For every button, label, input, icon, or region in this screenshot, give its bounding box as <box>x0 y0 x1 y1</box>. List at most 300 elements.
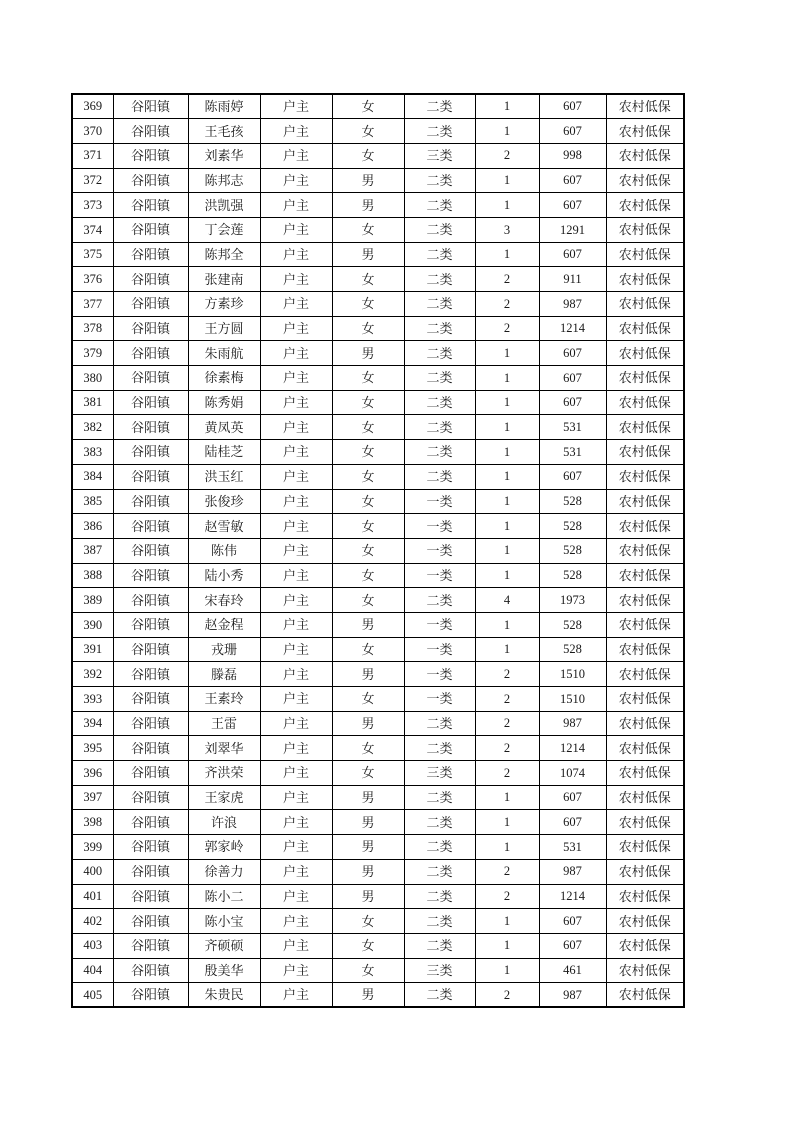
cell-gender: 女 <box>332 217 404 242</box>
cell-gender: 女 <box>332 736 404 761</box>
cell-town: 谷阳镇 <box>113 119 188 144</box>
cell-category: 三类 <box>404 958 475 983</box>
cell-serial: 403 <box>72 933 113 958</box>
cell-benefit_type: 农村低保 <box>606 563 684 588</box>
cell-gender: 女 <box>332 588 404 613</box>
cell-relation: 户主 <box>260 835 332 860</box>
cell-category: 二类 <box>404 711 475 736</box>
cell-name: 丁会莲 <box>188 217 260 242</box>
cell-category: 二类 <box>404 217 475 242</box>
cell-category: 三类 <box>404 761 475 786</box>
cell-persons: 2 <box>475 711 539 736</box>
cell-amount: 1973 <box>539 588 606 613</box>
table-row <box>72 958 684 983</box>
cell-serial: 395 <box>72 736 113 761</box>
cell-amount: 987 <box>539 292 606 317</box>
cell-category: 一类 <box>404 489 475 514</box>
cell-amount: 531 <box>539 440 606 465</box>
table-row <box>72 440 684 465</box>
cell-town: 谷阳镇 <box>113 267 188 292</box>
table-row <box>72 316 684 341</box>
cell-benefit_type: 农村低保 <box>606 415 684 440</box>
cell-relation: 户主 <box>260 143 332 168</box>
cell-town: 谷阳镇 <box>113 785 188 810</box>
table-row <box>72 119 684 144</box>
cell-category: 三类 <box>404 143 475 168</box>
cell-town: 谷阳镇 <box>113 143 188 168</box>
cell-category: 二类 <box>404 341 475 366</box>
cell-name: 洪玉红 <box>188 464 260 489</box>
cell-amount: 607 <box>539 366 606 391</box>
cell-persons: 1 <box>475 366 539 391</box>
cell-town: 谷阳镇 <box>113 464 188 489</box>
cell-persons: 1 <box>475 785 539 810</box>
cell-category: 二类 <box>404 785 475 810</box>
cell-town: 谷阳镇 <box>113 193 188 218</box>
cell-category: 二类 <box>404 390 475 415</box>
cell-relation: 户主 <box>260 884 332 909</box>
cell-persons: 2 <box>475 983 539 1008</box>
cell-relation: 户主 <box>260 538 332 563</box>
table-row <box>72 143 684 168</box>
cell-benefit_type: 农村低保 <box>606 859 684 884</box>
cell-persons: 1 <box>475 810 539 835</box>
cell-category: 一类 <box>404 687 475 712</box>
cell-serial: 384 <box>72 464 113 489</box>
cell-name: 赵雪敏 <box>188 514 260 539</box>
cell-serial: 376 <box>72 267 113 292</box>
cell-category: 二类 <box>404 835 475 860</box>
cell-name: 徐善力 <box>188 859 260 884</box>
cell-serial: 374 <box>72 217 113 242</box>
cell-serial: 378 <box>72 316 113 341</box>
cell-name: 刘素华 <box>188 143 260 168</box>
cell-town: 谷阳镇 <box>113 835 188 860</box>
cell-benefit_type: 农村低保 <box>606 835 684 860</box>
cell-category: 一类 <box>404 612 475 637</box>
table-row <box>72 612 684 637</box>
cell-persons: 1 <box>475 119 539 144</box>
cell-relation: 户主 <box>260 859 332 884</box>
cell-category: 二类 <box>404 242 475 267</box>
cell-category: 二类 <box>404 464 475 489</box>
cell-town: 谷阳镇 <box>113 168 188 193</box>
cell-name: 宋春玲 <box>188 588 260 613</box>
cell-benefit_type: 农村低保 <box>606 242 684 267</box>
cell-gender: 男 <box>332 662 404 687</box>
cell-persons: 1 <box>475 958 539 983</box>
cell-relation: 户主 <box>260 761 332 786</box>
table-row <box>72 390 684 415</box>
cell-name: 刘翠华 <box>188 736 260 761</box>
cell-town: 谷阳镇 <box>113 958 188 983</box>
cell-category: 一类 <box>404 662 475 687</box>
cell-relation: 户主 <box>260 292 332 317</box>
table-row <box>72 662 684 687</box>
cell-amount: 461 <box>539 958 606 983</box>
cell-benefit_type: 农村低保 <box>606 662 684 687</box>
table-row <box>72 292 684 317</box>
cell-amount: 528 <box>539 489 606 514</box>
cell-persons: 4 <box>475 588 539 613</box>
cell-category: 二类 <box>404 983 475 1008</box>
cell-amount: 607 <box>539 909 606 934</box>
cell-benefit_type: 农村低保 <box>606 983 684 1008</box>
cell-town: 谷阳镇 <box>113 736 188 761</box>
cell-name: 齐硕硕 <box>188 933 260 958</box>
cell-serial: 386 <box>72 514 113 539</box>
cell-name: 陈伟 <box>188 538 260 563</box>
cell-town: 谷阳镇 <box>113 761 188 786</box>
table-row <box>72 884 684 909</box>
table-row <box>72 785 684 810</box>
cell-gender: 男 <box>332 835 404 860</box>
cell-gender: 女 <box>332 415 404 440</box>
cell-category: 二类 <box>404 859 475 884</box>
cell-persons: 1 <box>475 193 539 218</box>
table-row <box>72 464 684 489</box>
cell-benefit_type: 农村低保 <box>606 217 684 242</box>
cell-benefit_type: 农村低保 <box>606 687 684 712</box>
cell-town: 谷阳镇 <box>113 859 188 884</box>
cell-relation: 户主 <box>260 341 332 366</box>
cell-town: 谷阳镇 <box>113 415 188 440</box>
table-row <box>72 563 684 588</box>
table-row <box>72 859 684 884</box>
cell-amount: 528 <box>539 612 606 637</box>
cell-town: 谷阳镇 <box>113 242 188 267</box>
cell-persons: 3 <box>475 217 539 242</box>
cell-persons: 1 <box>475 242 539 267</box>
table-sheet <box>71 93 685 1008</box>
cell-amount: 607 <box>539 464 606 489</box>
cell-benefit_type: 农村低保 <box>606 292 684 317</box>
cell-gender: 女 <box>332 909 404 934</box>
cell-relation: 户主 <box>260 217 332 242</box>
cell-amount: 1510 <box>539 687 606 712</box>
cell-town: 谷阳镇 <box>113 711 188 736</box>
table-row <box>72 933 684 958</box>
cell-benefit_type: 农村低保 <box>606 637 684 662</box>
benefits-roster-table <box>71 93 685 1008</box>
cell-amount: 528 <box>539 637 606 662</box>
cell-category: 二类 <box>404 267 475 292</box>
cell-name: 陈秀娟 <box>188 390 260 415</box>
cell-relation: 户主 <box>260 440 332 465</box>
table-row <box>72 983 684 1008</box>
cell-gender: 女 <box>332 489 404 514</box>
cell-category: 二类 <box>404 810 475 835</box>
cell-town: 谷阳镇 <box>113 983 188 1008</box>
cell-relation: 户主 <box>260 785 332 810</box>
cell-persons: 2 <box>475 884 539 909</box>
cell-name: 洪凯强 <box>188 193 260 218</box>
cell-serial: 396 <box>72 761 113 786</box>
cell-amount: 1214 <box>539 736 606 761</box>
cell-name: 方素珍 <box>188 292 260 317</box>
cell-benefit_type: 农村低保 <box>606 143 684 168</box>
cell-persons: 1 <box>475 94 539 119</box>
cell-name: 殷美华 <box>188 958 260 983</box>
cell-town: 谷阳镇 <box>113 538 188 563</box>
cell-relation: 户主 <box>260 662 332 687</box>
cell-gender: 男 <box>332 242 404 267</box>
cell-gender: 男 <box>332 612 404 637</box>
cell-amount: 607 <box>539 119 606 144</box>
cell-persons: 1 <box>475 168 539 193</box>
table-row <box>72 366 684 391</box>
cell-benefit_type: 农村低保 <box>606 909 684 934</box>
cell-serial: 392 <box>72 662 113 687</box>
cell-benefit_type: 农村低保 <box>606 316 684 341</box>
cell-persons: 1 <box>475 464 539 489</box>
cell-name: 郭家岭 <box>188 835 260 860</box>
cell-category: 二类 <box>404 193 475 218</box>
cell-name: 王家虎 <box>188 785 260 810</box>
cell-benefit_type: 农村低保 <box>606 440 684 465</box>
cell-persons: 2 <box>475 736 539 761</box>
cell-persons: 1 <box>475 835 539 860</box>
cell-benefit_type: 农村低保 <box>606 810 684 835</box>
cell-amount: 531 <box>539 835 606 860</box>
cell-name: 陈邦志 <box>188 168 260 193</box>
cell-relation: 户主 <box>260 242 332 267</box>
cell-name: 赵金程 <box>188 612 260 637</box>
table-row <box>72 761 684 786</box>
cell-category: 二类 <box>404 94 475 119</box>
cell-relation: 户主 <box>260 415 332 440</box>
cell-gender: 女 <box>332 143 404 168</box>
cell-serial: 369 <box>72 94 113 119</box>
cell-gender: 男 <box>332 983 404 1008</box>
cell-relation: 户主 <box>260 193 332 218</box>
cell-serial: 404 <box>72 958 113 983</box>
cell-persons: 2 <box>475 292 539 317</box>
cell-amount: 987 <box>539 983 606 1008</box>
cell-relation: 户主 <box>260 366 332 391</box>
cell-category: 二类 <box>404 119 475 144</box>
cell-gender: 女 <box>332 119 404 144</box>
cell-persons: 2 <box>475 761 539 786</box>
cell-relation: 户主 <box>260 687 332 712</box>
cell-name: 张建南 <box>188 267 260 292</box>
cell-gender: 男 <box>332 810 404 835</box>
cell-persons: 1 <box>475 390 539 415</box>
cell-amount: 911 <box>539 267 606 292</box>
cell-name: 戎珊 <box>188 637 260 662</box>
cell-amount: 528 <box>539 538 606 563</box>
cell-gender: 女 <box>332 366 404 391</box>
cell-name: 陆桂芝 <box>188 440 260 465</box>
cell-serial: 394 <box>72 711 113 736</box>
table-row <box>72 909 684 934</box>
cell-serial: 387 <box>72 538 113 563</box>
cell-serial: 401 <box>72 884 113 909</box>
cell-persons: 1 <box>475 563 539 588</box>
cell-serial: 375 <box>72 242 113 267</box>
cell-amount: 531 <box>539 415 606 440</box>
cell-persons: 1 <box>475 909 539 934</box>
cell-serial: 399 <box>72 835 113 860</box>
cell-town: 谷阳镇 <box>113 217 188 242</box>
cell-amount: 998 <box>539 143 606 168</box>
cell-town: 谷阳镇 <box>113 341 188 366</box>
cell-benefit_type: 农村低保 <box>606 761 684 786</box>
cell-relation: 户主 <box>260 933 332 958</box>
cell-amount: 528 <box>539 514 606 539</box>
table-row <box>72 588 684 613</box>
cell-gender: 男 <box>332 711 404 736</box>
table-row <box>72 267 684 292</box>
cell-benefit_type: 农村低保 <box>606 267 684 292</box>
cell-amount: 607 <box>539 168 606 193</box>
cell-gender: 女 <box>332 538 404 563</box>
cell-persons: 1 <box>475 637 539 662</box>
cell-relation: 户主 <box>260 489 332 514</box>
cell-benefit_type: 农村低保 <box>606 514 684 539</box>
cell-gender: 女 <box>332 958 404 983</box>
cell-town: 谷阳镇 <box>113 662 188 687</box>
cell-category: 一类 <box>404 514 475 539</box>
cell-amount: 1510 <box>539 662 606 687</box>
cell-persons: 1 <box>475 341 539 366</box>
cell-name: 齐洪荣 <box>188 761 260 786</box>
cell-town: 谷阳镇 <box>113 933 188 958</box>
cell-gender: 女 <box>332 761 404 786</box>
cell-name: 朱贵民 <box>188 983 260 1008</box>
cell-town: 谷阳镇 <box>113 366 188 391</box>
cell-relation: 户主 <box>260 514 332 539</box>
cell-gender: 男 <box>332 168 404 193</box>
table-row <box>72 94 684 119</box>
cell-gender: 女 <box>332 514 404 539</box>
cell-amount: 607 <box>539 390 606 415</box>
cell-benefit_type: 农村低保 <box>606 168 684 193</box>
cell-name: 张俊珍 <box>188 489 260 514</box>
cell-benefit_type: 农村低保 <box>606 711 684 736</box>
table-row <box>72 711 684 736</box>
cell-town: 谷阳镇 <box>113 909 188 934</box>
cell-category: 二类 <box>404 736 475 761</box>
cell-relation: 户主 <box>260 909 332 934</box>
cell-persons: 2 <box>475 687 539 712</box>
cell-benefit_type: 农村低保 <box>606 464 684 489</box>
cell-relation: 户主 <box>260 958 332 983</box>
cell-gender: 女 <box>332 94 404 119</box>
cell-name: 朱雨航 <box>188 341 260 366</box>
cell-serial: 372 <box>72 168 113 193</box>
cell-name: 陈小二 <box>188 884 260 909</box>
cell-serial: 393 <box>72 687 113 712</box>
table-row <box>72 538 684 563</box>
cell-amount: 607 <box>539 785 606 810</box>
cell-benefit_type: 农村低保 <box>606 94 684 119</box>
table-row <box>72 489 684 514</box>
cell-benefit_type: 农村低保 <box>606 785 684 810</box>
cell-relation: 户主 <box>260 119 332 144</box>
cell-town: 谷阳镇 <box>113 687 188 712</box>
table-row <box>72 415 684 440</box>
cell-gender: 男 <box>332 785 404 810</box>
cell-relation: 户主 <box>260 983 332 1008</box>
cell-amount: 1074 <box>539 761 606 786</box>
cell-gender: 女 <box>332 390 404 415</box>
cell-gender: 女 <box>332 267 404 292</box>
cell-amount: 1214 <box>539 316 606 341</box>
cell-name: 滕磊 <box>188 662 260 687</box>
cell-serial: 371 <box>72 143 113 168</box>
cell-name: 陈雨婷 <box>188 94 260 119</box>
cell-serial: 383 <box>72 440 113 465</box>
cell-amount: 987 <box>539 711 606 736</box>
cell-persons: 1 <box>475 489 539 514</box>
cell-gender: 男 <box>332 341 404 366</box>
cell-benefit_type: 农村低保 <box>606 489 684 514</box>
cell-gender: 女 <box>332 563 404 588</box>
table-row <box>72 637 684 662</box>
cell-benefit_type: 农村低保 <box>606 958 684 983</box>
cell-benefit_type: 农村低保 <box>606 612 684 637</box>
cell-serial: 398 <box>72 810 113 835</box>
cell-relation: 户主 <box>260 563 332 588</box>
cell-serial: 391 <box>72 637 113 662</box>
cell-persons: 1 <box>475 440 539 465</box>
cell-serial: 385 <box>72 489 113 514</box>
cell-town: 谷阳镇 <box>113 316 188 341</box>
cell-serial: 388 <box>72 563 113 588</box>
cell-town: 谷阳镇 <box>113 637 188 662</box>
cell-name: 许浪 <box>188 810 260 835</box>
cell-town: 谷阳镇 <box>113 884 188 909</box>
cell-gender: 女 <box>332 440 404 465</box>
cell-persons: 1 <box>475 538 539 563</box>
cell-persons: 1 <box>475 612 539 637</box>
cell-relation: 户主 <box>260 810 332 835</box>
cell-category: 二类 <box>404 909 475 934</box>
cell-benefit_type: 农村低保 <box>606 736 684 761</box>
cell-name: 陆小秀 <box>188 563 260 588</box>
cell-relation: 户主 <box>260 390 332 415</box>
cell-amount: 1214 <box>539 884 606 909</box>
cell-category: 二类 <box>404 366 475 391</box>
cell-relation: 户主 <box>260 736 332 761</box>
cell-category: 一类 <box>404 538 475 563</box>
table-row <box>72 835 684 860</box>
cell-relation: 户主 <box>260 612 332 637</box>
cell-town: 谷阳镇 <box>113 810 188 835</box>
cell-benefit_type: 农村低保 <box>606 390 684 415</box>
cell-serial: 370 <box>72 119 113 144</box>
cell-benefit_type: 农村低保 <box>606 366 684 391</box>
cell-gender: 女 <box>332 464 404 489</box>
cell-serial: 390 <box>72 612 113 637</box>
cell-gender: 女 <box>332 292 404 317</box>
cell-persons: 1 <box>475 933 539 958</box>
cell-town: 谷阳镇 <box>113 514 188 539</box>
cell-persons: 2 <box>475 267 539 292</box>
cell-persons: 2 <box>475 662 539 687</box>
cell-name: 徐素梅 <box>188 366 260 391</box>
cell-category: 二类 <box>404 168 475 193</box>
table-row <box>72 168 684 193</box>
cell-category: 一类 <box>404 563 475 588</box>
cell-amount: 607 <box>539 933 606 958</box>
table-row <box>72 736 684 761</box>
cell-relation: 户主 <box>260 637 332 662</box>
cell-relation: 户主 <box>260 464 332 489</box>
cell-town: 谷阳镇 <box>113 489 188 514</box>
cell-name: 王毛孩 <box>188 119 260 144</box>
